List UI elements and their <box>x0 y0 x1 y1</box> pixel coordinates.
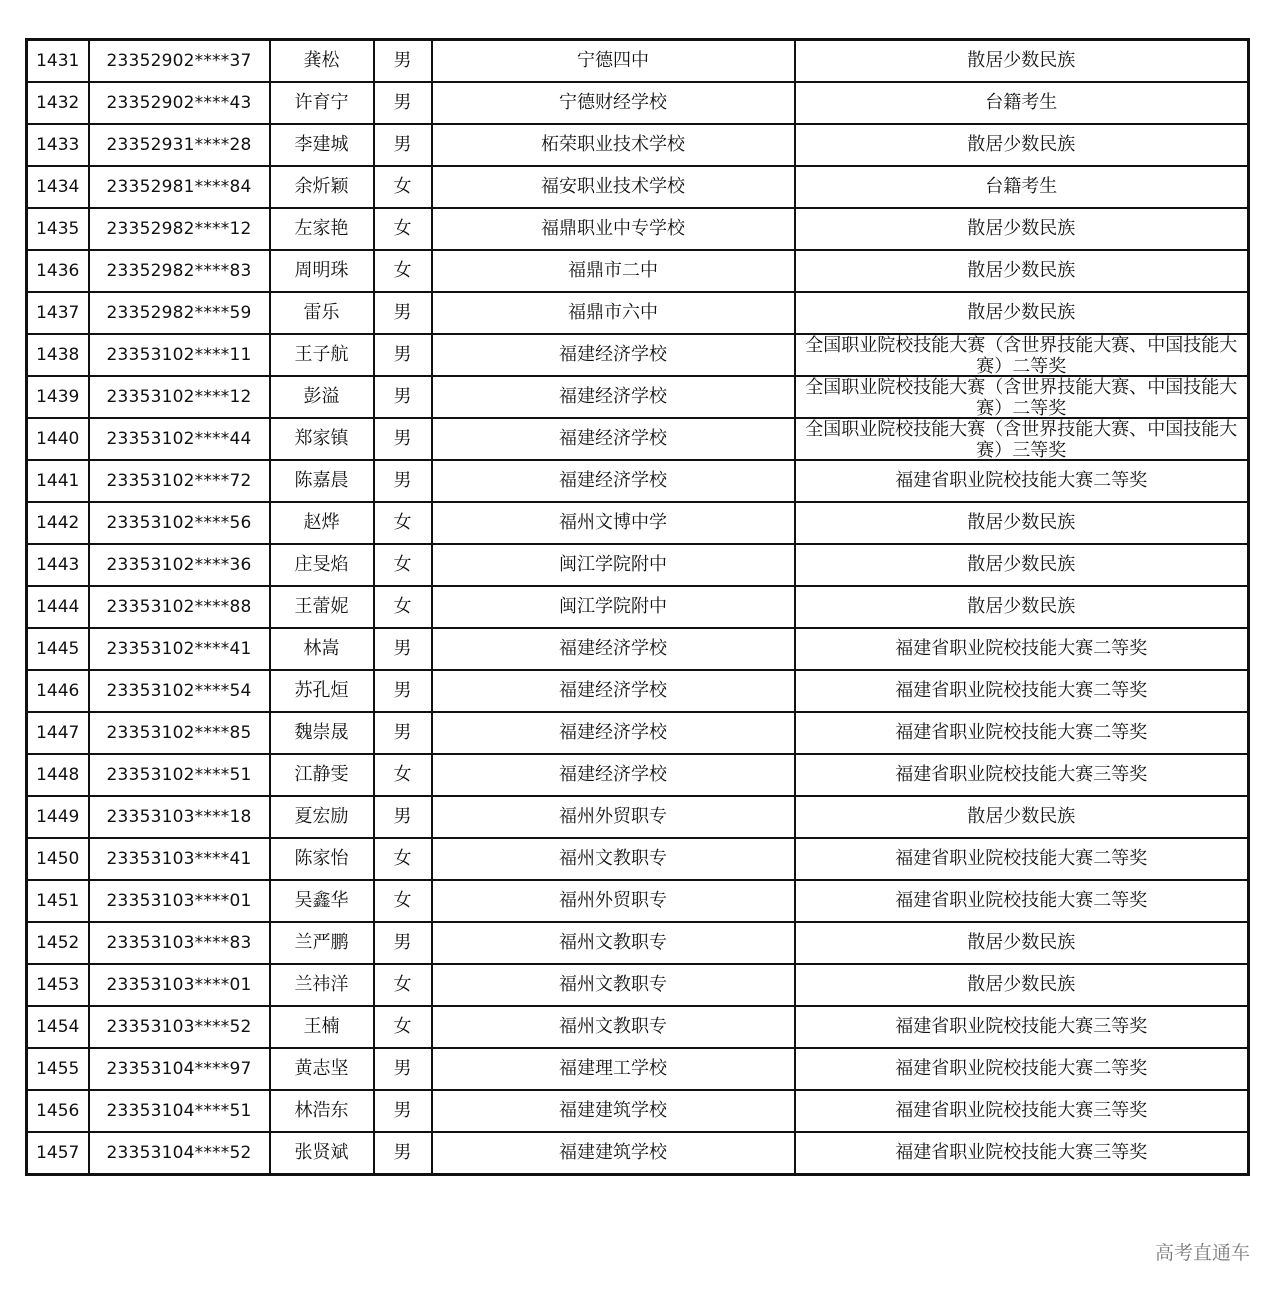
category-cell: 福建省职业院校技能大赛二等奖 <box>795 880 1249 922</box>
table-row <box>27 124 1249 166</box>
exam-id-cell: 23353102****85 <box>89 712 270 754</box>
school-cell: 福建经济学校 <box>432 754 795 796</box>
gender-cell: 女 <box>374 250 432 292</box>
school-cell: 福安职业技术学校 <box>432 166 795 208</box>
table-row <box>27 460 1249 502</box>
seq-cell: 1438 <box>27 334 89 376</box>
student-name-cell: 陈嘉晨 <box>270 460 374 502</box>
seq-cell: 1454 <box>27 1006 89 1048</box>
category-cell: 散居少数民族 <box>795 922 1249 964</box>
gender-cell: 女 <box>374 1006 432 1048</box>
gender-cell: 男 <box>374 796 432 838</box>
watermark: 高考直通车 <box>1154 1242 1250 1264</box>
table-row <box>27 670 1249 712</box>
seq-cell: 1436 <box>27 250 89 292</box>
student-name-cell: 周明珠 <box>270 250 374 292</box>
gender-cell: 男 <box>374 124 432 166</box>
seq-cell: 1449 <box>27 796 89 838</box>
roster-table <box>25 38 1250 1176</box>
student-name-cell: 王蕾妮 <box>270 586 374 628</box>
gender-cell: 男 <box>374 1132 432 1175</box>
school-cell: 福建经济学校 <box>432 376 795 418</box>
school-cell: 福州文教职专 <box>432 838 795 880</box>
gender-cell: 女 <box>374 166 432 208</box>
table-row <box>27 40 1249 83</box>
student-name-cell: 王子航 <box>270 334 374 376</box>
exam-id-cell: 23352982****59 <box>89 292 270 334</box>
gender-cell: 男 <box>374 1090 432 1132</box>
gender-cell: 男 <box>374 670 432 712</box>
student-name-cell: 黄志坚 <box>270 1048 374 1090</box>
school-cell: 宁德财经学校 <box>432 82 795 124</box>
school-cell: 福建理工学校 <box>432 1048 795 1090</box>
gender-cell: 女 <box>374 880 432 922</box>
table-row <box>27 82 1249 124</box>
student-name-cell: 江静雯 <box>270 754 374 796</box>
table-row <box>27 922 1249 964</box>
school-cell: 福州外贸职专 <box>432 796 795 838</box>
seq-cell: 1457 <box>27 1132 89 1175</box>
category-cell: 散居少数民族 <box>795 40 1249 83</box>
school-cell: 福鼎市六中 <box>432 292 795 334</box>
student-name-cell: 陈家怡 <box>270 838 374 880</box>
table-row <box>27 208 1249 250</box>
exam-id-cell: 23353102****54 <box>89 670 270 712</box>
gender-cell: 男 <box>374 418 432 460</box>
seq-cell: 1431 <box>27 40 89 83</box>
gender-cell: 女 <box>374 544 432 586</box>
school-cell: 福鼎职业中专学校 <box>432 208 795 250</box>
seq-cell: 1442 <box>27 502 89 544</box>
table-row <box>27 964 1249 1006</box>
seq-cell: 1439 <box>27 376 89 418</box>
table-row <box>27 334 1249 376</box>
exam-id-cell: 23353104****51 <box>89 1090 270 1132</box>
table-row <box>27 838 1249 880</box>
exam-id-cell: 23352931****28 <box>89 124 270 166</box>
seq-cell: 1440 <box>27 418 89 460</box>
school-cell: 闽江学院附中 <box>432 586 795 628</box>
seq-cell: 1448 <box>27 754 89 796</box>
student-name-cell: 吴鑫华 <box>270 880 374 922</box>
category-cell: 福建省职业院校技能大赛二等奖 <box>795 670 1249 712</box>
category-cell: 福建省职业院校技能大赛三等奖 <box>795 754 1249 796</box>
exam-id-cell: 23353102****36 <box>89 544 270 586</box>
school-cell: 福建经济学校 <box>432 460 795 502</box>
category-cell: 散居少数民族 <box>795 544 1249 586</box>
exam-id-cell: 23353103****83 <box>89 922 270 964</box>
table-row <box>27 418 1249 460</box>
table-row <box>27 796 1249 838</box>
table-row <box>27 1048 1249 1090</box>
student-name-cell: 郑家镇 <box>270 418 374 460</box>
school-cell: 福建经济学校 <box>432 334 795 376</box>
exam-id-cell: 23352902****37 <box>89 40 270 83</box>
student-name-cell: 龚松 <box>270 40 374 83</box>
category-cell: 散居少数民族 <box>795 502 1249 544</box>
table-row <box>27 502 1249 544</box>
student-name-cell: 余炘颖 <box>270 166 374 208</box>
exam-id-cell: 23353103****01 <box>89 880 270 922</box>
school-cell: 福建经济学校 <box>432 418 795 460</box>
gender-cell: 女 <box>374 754 432 796</box>
gender-cell: 男 <box>374 82 432 124</box>
gender-cell: 男 <box>374 292 432 334</box>
table-row <box>27 292 1249 334</box>
category-cell: 散居少数民族 <box>795 208 1249 250</box>
student-name-cell: 左家艳 <box>270 208 374 250</box>
gender-cell: 男 <box>374 922 432 964</box>
school-cell: 福州文教职专 <box>432 922 795 964</box>
category-cell <box>795 334 1249 376</box>
student-name-cell: 赵烨 <box>270 502 374 544</box>
gender-cell: 女 <box>374 964 432 1006</box>
gender-cell: 男 <box>374 460 432 502</box>
seq-cell: 1433 <box>27 124 89 166</box>
seq-cell: 1456 <box>27 1090 89 1132</box>
student-name-cell: 许育宁 <box>270 82 374 124</box>
seq-cell: 1435 <box>27 208 89 250</box>
table-row <box>27 1006 1249 1048</box>
category-cell: 散居少数民族 <box>795 292 1249 334</box>
category-cell <box>795 376 1249 418</box>
seq-cell: 1432 <box>27 82 89 124</box>
student-name-cell: 魏崇晟 <box>270 712 374 754</box>
gender-cell: 女 <box>374 838 432 880</box>
school-cell: 宁德四中 <box>432 40 795 83</box>
table-row <box>27 754 1249 796</box>
table-row <box>27 880 1249 922</box>
student-name-cell: 林嵩 <box>270 628 374 670</box>
category-cell: 福建省职业院校技能大赛二等奖 <box>795 838 1249 880</box>
school-cell: 福建经济学校 <box>432 628 795 670</box>
exam-id-cell: 23353102****44 <box>89 418 270 460</box>
school-cell: 福州文博中学 <box>432 502 795 544</box>
seq-cell: 1446 <box>27 670 89 712</box>
seq-cell: 1452 <box>27 922 89 964</box>
exam-id-cell: 23353103****01 <box>89 964 270 1006</box>
student-name-cell: 兰严鹏 <box>270 922 374 964</box>
seq-cell: 1437 <box>27 292 89 334</box>
category-cell: 台籍考生 <box>795 166 1249 208</box>
category-cell <box>795 418 1249 460</box>
seq-cell: 1450 <box>27 838 89 880</box>
gender-cell: 女 <box>374 586 432 628</box>
exam-id-cell: 23353102****11 <box>89 334 270 376</box>
seq-cell: 1441 <box>27 460 89 502</box>
student-name-cell: 夏宏励 <box>270 796 374 838</box>
exam-id-cell: 23353103****18 <box>89 796 270 838</box>
school-cell: 福州文教职专 <box>432 964 795 1006</box>
gender-cell: 女 <box>374 502 432 544</box>
exam-id-cell: 23353103****41 <box>89 838 270 880</box>
student-name-cell: 李建城 <box>270 124 374 166</box>
school-cell: 闽江学院附中 <box>432 544 795 586</box>
exam-id-cell: 23353102****51 <box>89 754 270 796</box>
student-name-cell: 苏孔烜 <box>270 670 374 712</box>
school-cell: 福建经济学校 <box>432 712 795 754</box>
category-cell: 福建省职业院校技能大赛二等奖 <box>795 1048 1249 1090</box>
school-cell: 福州外贸职专 <box>432 880 795 922</box>
school-cell: 福州文教职专 <box>432 1006 795 1048</box>
student-name-cell: 庄旻焰 <box>270 544 374 586</box>
category-cell: 福建省职业院校技能大赛三等奖 <box>795 1132 1249 1175</box>
table-row <box>27 166 1249 208</box>
exam-id-cell: 23352902****43 <box>89 82 270 124</box>
category-cell: 台籍考生 <box>795 82 1249 124</box>
category-cell: 福建省职业院校技能大赛二等奖 <box>795 460 1249 502</box>
seq-cell: 1453 <box>27 964 89 1006</box>
student-name-cell: 张贤斌 <box>270 1132 374 1175</box>
table-row <box>27 1132 1249 1175</box>
category-cell: 福建省职业院校技能大赛二等奖 <box>795 712 1249 754</box>
category-text: 全国职业院校技能大赛（含世界技能大赛、中国技能大赛）三等奖 <box>805 419 1238 459</box>
gender-cell: 男 <box>374 628 432 670</box>
gender-cell: 男 <box>374 712 432 754</box>
exam-id-cell: 23352982****12 <box>89 208 270 250</box>
school-cell: 福建经济学校 <box>432 670 795 712</box>
exam-id-cell: 23353102****12 <box>89 376 270 418</box>
category-cell: 散居少数民族 <box>795 586 1249 628</box>
category-cell: 福建省职业院校技能大赛三等奖 <box>795 1090 1249 1132</box>
category-text: 全国职业院校技能大赛（含世界技能大赛、中国技能大赛）二等奖 <box>805 335 1238 375</box>
school-cell: 柘荣职业技术学校 <box>432 124 795 166</box>
exam-id-cell: 23353102****72 <box>89 460 270 502</box>
category-cell: 散居少数民族 <box>795 250 1249 292</box>
exam-id-cell: 23353104****97 <box>89 1048 270 1090</box>
student-name-cell: 林浩东 <box>270 1090 374 1132</box>
category-cell: 散居少数民族 <box>795 124 1249 166</box>
seq-cell: 1434 <box>27 166 89 208</box>
table-row <box>27 250 1249 292</box>
seq-cell: 1444 <box>27 586 89 628</box>
gender-cell: 男 <box>374 40 432 83</box>
school-cell: 福鼎市二中 <box>432 250 795 292</box>
category-cell: 福建省职业院校技能大赛二等奖 <box>795 628 1249 670</box>
category-cell: 散居少数民族 <box>795 964 1249 1006</box>
student-name-cell: 雷乐 <box>270 292 374 334</box>
table-row <box>27 712 1249 754</box>
school-cell: 福建建筑学校 <box>432 1090 795 1132</box>
category-cell: 福建省职业院校技能大赛三等奖 <box>795 1006 1249 1048</box>
school-cell: 福建建筑学校 <box>432 1132 795 1175</box>
table-row <box>27 1090 1249 1132</box>
table-row <box>27 376 1249 418</box>
exam-id-cell: 23352982****83 <box>89 250 270 292</box>
seq-cell: 1445 <box>27 628 89 670</box>
table-row <box>27 586 1249 628</box>
seq-cell: 1455 <box>27 1048 89 1090</box>
category-cell: 散居少数民族 <box>795 796 1249 838</box>
exam-id-cell: 23353104****52 <box>89 1132 270 1175</box>
gender-cell: 女 <box>374 208 432 250</box>
gender-cell: 男 <box>374 1048 432 1090</box>
exam-id-cell: 23353102****56 <box>89 502 270 544</box>
table-row <box>27 628 1249 670</box>
table-row <box>27 544 1249 586</box>
gender-cell: 男 <box>374 376 432 418</box>
student-name-cell: 彭溢 <box>270 376 374 418</box>
seq-cell: 1447 <box>27 712 89 754</box>
exam-id-cell: 23353103****52 <box>89 1006 270 1048</box>
exam-id-cell: 23353102****88 <box>89 586 270 628</box>
student-name-cell: 王楠 <box>270 1006 374 1048</box>
category-text: 全国职业院校技能大赛（含世界技能大赛、中国技能大赛）二等奖 <box>805 377 1238 417</box>
student-name-cell: 兰祎洋 <box>270 964 374 1006</box>
exam-id-cell: 23352981****84 <box>89 166 270 208</box>
gender-cell: 男 <box>374 334 432 376</box>
seq-cell: 1443 <box>27 544 89 586</box>
exam-id-cell: 23353102****41 <box>89 628 270 670</box>
seq-cell: 1451 <box>27 880 89 922</box>
roster-body <box>27 40 1249 1175</box>
